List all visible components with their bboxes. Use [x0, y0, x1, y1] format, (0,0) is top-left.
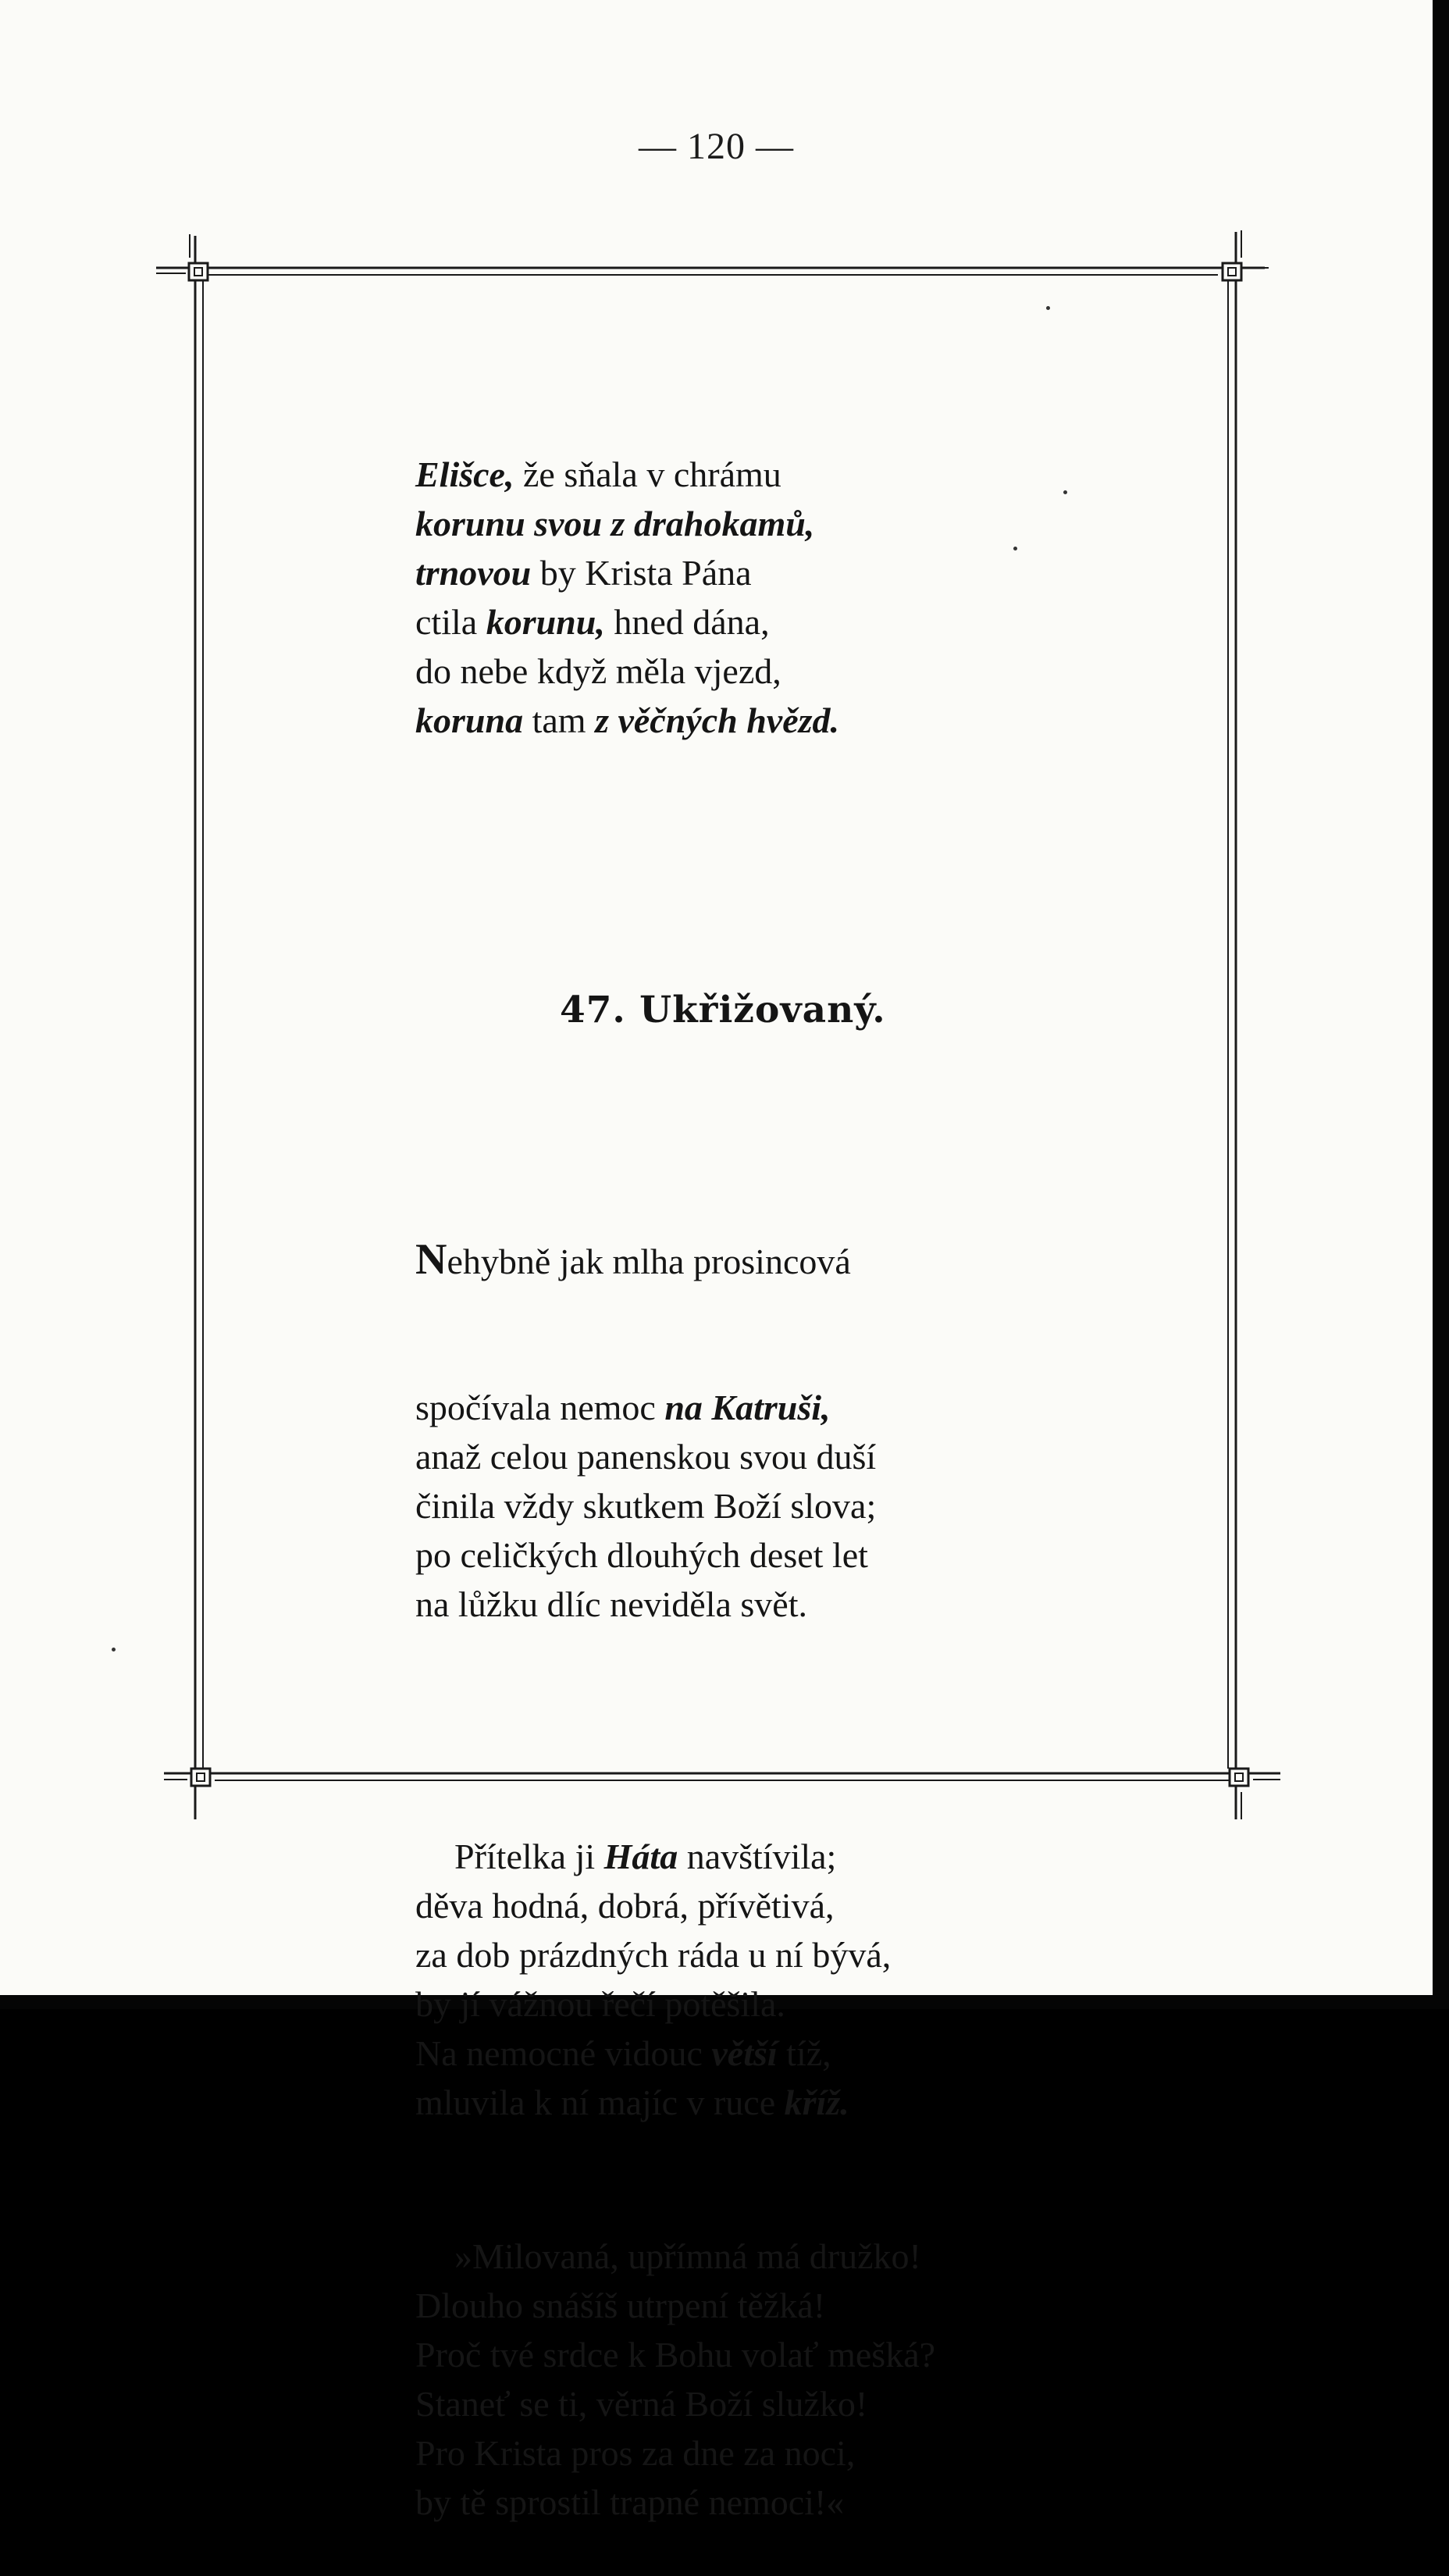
verse-line	[415, 1930, 1196, 1979]
verse-text: na lůžku dlíc neviděla svět.	[415, 1584, 808, 1624]
verse-line	[415, 450, 1196, 499]
verse-text: ehybně jak mlha prosincová	[447, 1242, 851, 1281]
verse-text: by jí vážnou řečí potěšila.	[415, 1984, 785, 2024]
verse-line	[415, 499, 1196, 548]
verse-line	[415, 2379, 1196, 2428]
emphasis-text: na Katruši,	[664, 1388, 831, 1427]
verse-line	[415, 2029, 1196, 2078]
drop-cap: N	[415, 1235, 447, 1284]
verse-line	[415, 1881, 1196, 1930]
emphasis-text: trnovou	[415, 553, 532, 593]
verse-text: Pro Krista pros za dne za noci,	[415, 2433, 856, 2473]
verse-line	[415, 1530, 1196, 1580]
verse-text: Staneť se ti, věrná Boží služko!	[415, 2384, 868, 2424]
stanza-top	[415, 450, 1196, 745]
verse-text: Dlouho snášíš utrpení těžká!	[415, 2286, 826, 2325]
verse-line	[415, 1481, 1196, 1530]
emphasis-text: Elišce,	[415, 454, 514, 494]
verse-text: Přítelka ji	[454, 1837, 604, 1876]
verse-text: hned dána,	[604, 602, 770, 642]
verse-text: navštívila;	[678, 1837, 837, 1876]
verse-text: činila vždy skutkem Boží slova;	[415, 1486, 877, 1526]
verse-text: tíž,	[777, 2033, 831, 2073]
verse-text: by Krista Pána	[531, 553, 752, 593]
verse-line	[415, 2232, 1196, 2281]
emphasis-text: větší	[711, 2033, 778, 2073]
verse-text: spočívala nemoc	[415, 1388, 665, 1427]
verse-text: po celičkých dlouhých deset let	[415, 1535, 868, 1575]
poem-heading: 47. Ukřižovaný.	[560, 989, 886, 1031]
verse-text: by tě sprostil trapné nemoci!«	[415, 2482, 845, 2522]
verse-text: Na nemocné vidouc	[415, 2033, 712, 2073]
verse-line	[415, 2281, 1196, 2330]
verse-line	[415, 1979, 1196, 2029]
verse-line	[415, 2078, 1196, 2127]
emphasis-text: kříž.	[784, 2083, 849, 2122]
poem-text	[415, 351, 1196, 2576]
verse-line	[415, 647, 1196, 696]
verse-line	[415, 696, 1196, 745]
verse-text: tam	[523, 700, 596, 740]
verse-line	[415, 1235, 1196, 1284]
stanza-3	[415, 2232, 1196, 2527]
emphasis-text: korunu,	[486, 602, 605, 642]
emphasis-text: korunu svou z drahokamů,	[415, 504, 815, 543]
verse-text: anaž celou panenskou svou duší	[415, 1437, 877, 1477]
verse-text: ctila	[415, 602, 486, 642]
verse-line	[415, 2428, 1196, 2478]
verse-text: že sňala v chrámu	[514, 454, 781, 494]
page-number: — 120 —	[639, 126, 794, 167]
verse-line	[415, 548, 1196, 597]
verse-line	[415, 2330, 1196, 2379]
verse-line	[415, 1383, 1196, 1432]
emphasis-text: koruna	[415, 700, 524, 740]
verse-line	[415, 1580, 1196, 1629]
verse-text: Proč tvé srdce k Bohu volať mešká?	[415, 2335, 936, 2375]
stanza-2	[415, 1832, 1196, 2127]
verse-text: mluvila k ní majíc v ruce	[415, 2083, 785, 2122]
verse-line	[415, 1432, 1196, 1481]
verse-line	[415, 1832, 1196, 1881]
stanza-1	[415, 1137, 1196, 1727]
verse-text: děva hodná, dobrá, přívětivá,	[415, 1886, 835, 1926]
verse-line	[415, 2478, 1196, 2527]
verse-text: do nebe když měla vjezd,	[415, 651, 781, 691]
verse-line	[415, 597, 1196, 647]
verse-text: za dob prázdných ráda u ní bývá,	[415, 1935, 892, 1975]
emphasis-text: Háta	[603, 1837, 678, 1876]
emphasis-text: z věčných hvězd.	[595, 700, 840, 740]
verse-text: »Milovaná, upřímná má družko!	[454, 2236, 921, 2276]
